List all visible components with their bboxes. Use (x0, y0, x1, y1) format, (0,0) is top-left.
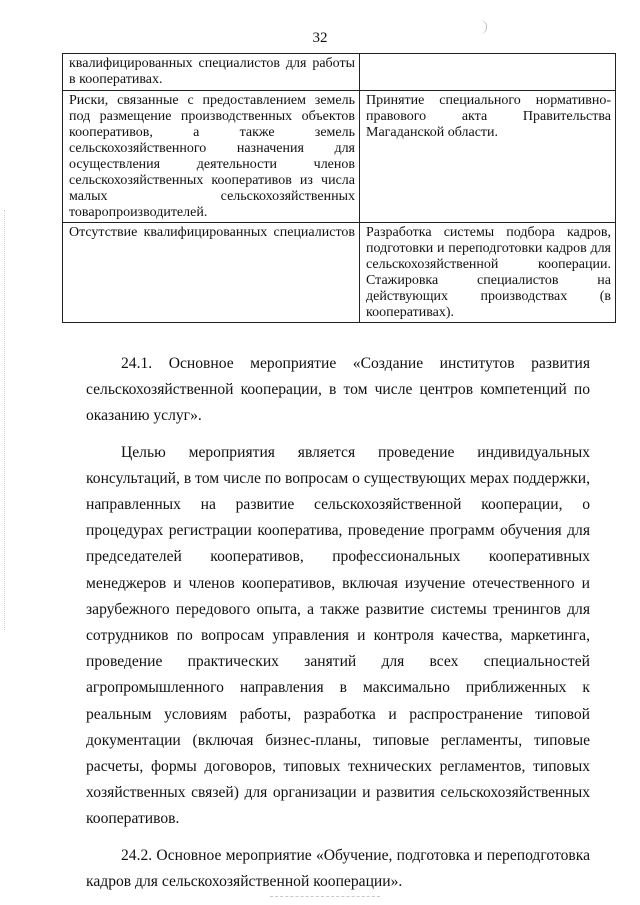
page-number: 32 (312, 30, 328, 46)
measure-cell (360, 54, 616, 91)
body-text (86, 351, 590, 895)
risk-cell: Риски, связанные с предоставлением земель под размещение производственных объектов кооперативов, а также земель сельскохозяйственного назначения для осуществления деятельности членов сельскохозяйственных кооперативов из числа малых сельскохозяйственных товаропроизводителей. (63, 91, 360, 223)
measure-cell: Принятие специального нормативно-правового акта Правительства Магаданской области. (360, 91, 616, 223)
risk-cell: квалифицированных специалистов для работы в кооперативах. (63, 54, 360, 91)
paragraph-goal: Целью мероприятия является проведение индивидуальных консультаций, в том числе по вопросам о существующих мерах поддержки, направленных на развитие сельскохозяйственной кооперации, о процедурах регистрации кооператива, проведение программ обучения для председателей кооперативов, профессиональных кооперативных менеджеров и членов кооперативов, включая изучение отечественного и зарубежного передового опыта, а также развитие системы тренингов для сотрудников по вопросам управления и контроля качества, маркетинга, проведение практических занятий для всех специальностей агропромышленного направления в максимально приближенных к реальным условиям работы, разработка и распространение типовой документации (включая бизнес-планы, типовые регламенты, типовые расчеты, формы договоров, типовых технических регламентов, типовых хозяйственных связей) для организации и развития сельскохозяйственных кооперативов. (86, 443, 590, 828)
paragraph-24-1: 24.1. Основное мероприятие «Создание институтов развития сельскохозяйственной кооперации, в том числе центров компетенций по оказанию услуг». (86, 355, 590, 425)
table-row (63, 54, 616, 91)
footer-scan-line (270, 896, 380, 897)
paragraph-24-2: 24.2. Основное мероприятие «Обучение, подготовка и переподготовка кадров для сельскохозяйственной кооперации». (86, 846, 590, 890)
table-row (63, 91, 616, 223)
table-row (63, 223, 616, 323)
risk-measures-table (62, 53, 616, 323)
measure-cell: Разработка системы подбора кадров, подготовки и переподготовки кадров для сельскохозяйственной кооперации. Стажировка специалистов на действующих производствах (в кооперативах). (360, 223, 616, 323)
risk-cell: Отсутствие квалифицированных специалистов (63, 223, 360, 323)
scan-edge-dots (4, 210, 5, 630)
